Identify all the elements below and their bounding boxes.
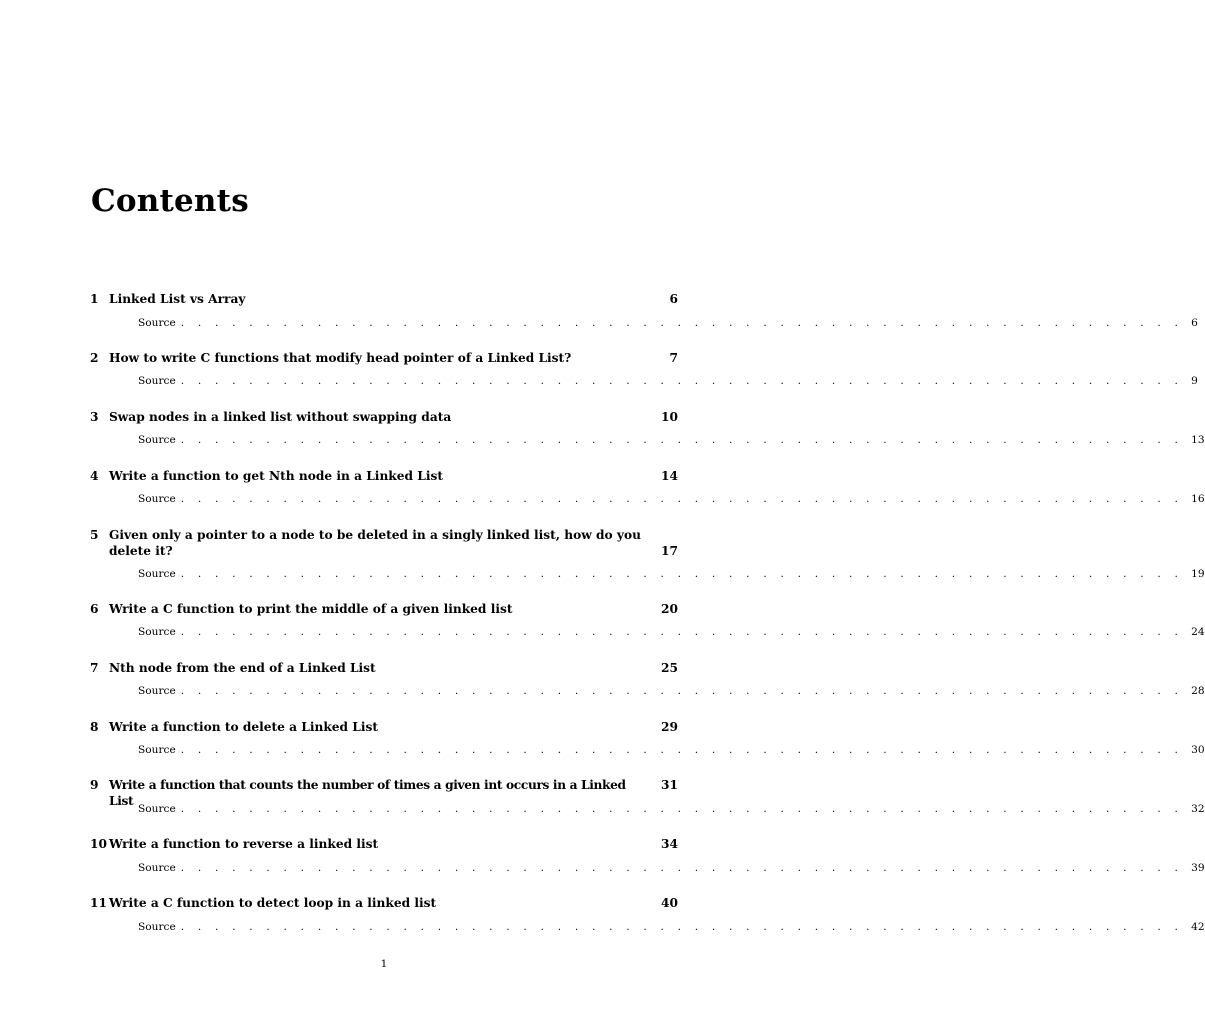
page-title: Contents — [91, 183, 249, 219]
chapter-title: Given only a pointer to a node to be deleted in a singly linked list, how do you delete it? — [109, 528, 641, 558]
source-label: Source — [138, 744, 176, 756]
dot-leader: . . . . . . . . . . . . . . . . . . . . . . . . . . . . . . . . . . . . . . . . . . . . . . . . . . . . . . . . . . . — [180, 493, 1184, 505]
source-label: Source — [138, 803, 176, 815]
toc-source-entry[interactable] — [138, 861, 1205, 875]
chapter-number: 6 — [90, 602, 99, 616]
chapter-title: Write a function to get Nth node in a Linked List — [109, 469, 443, 483]
chapter-title: How to write C functions that modify head pointer of a Linked List? — [109, 351, 572, 365]
chapter-title: Nth node from the end of a Linked List — [109, 661, 376, 675]
dot-leader: . . . . . . . . . . . . . . . . . . . . . . . . . . . . . . . . . . . . . . . . . . . . . . . . . . . . . . . . . . . — [180, 744, 1184, 756]
dot-leader: . . . . . . . . . . . . . . . . . . . . . . . . . . . . . . . . . . . . . . . . . . . . . . . . . . . . . . . . . . . — [180, 685, 1184, 697]
chapter-title: Write a function that counts the number of times a given int occurs in a Linked List — [109, 778, 626, 808]
toc-source-entry[interactable] — [138, 684, 1205, 698]
chapter-title: Swap nodes in a linked list without swapping data — [109, 410, 452, 424]
chapter-title: Write a function to delete a Linked List — [109, 720, 378, 734]
source-label: Source — [138, 685, 176, 697]
chapter-title: Write a C function to print the middle of a given linked list — [109, 602, 513, 616]
chapter-page-number: 34 — [661, 837, 678, 851]
dot-leader: . . . . . . . . . . . . . . . . . . . . . . . . . . . . . . . . . . . . . . . . . . . . . . . . . . . . . . . . . . . — [180, 626, 1184, 638]
chapter-number: 8 — [90, 720, 99, 734]
chapter-number: 1 — [90, 292, 99, 306]
source-page-number: 9 — [1191, 375, 1198, 387]
chapter-number: 3 — [90, 410, 99, 424]
source-page-number: 42 — [1191, 921, 1205, 933]
chapter-title: Write a function to reverse a linked list — [109, 837, 379, 851]
page-number-footer: 1 — [380, 958, 388, 970]
chapter-number: 4 — [90, 469, 99, 483]
source-label: Source — [138, 921, 176, 933]
chapter-page-number: 14 — [661, 469, 678, 483]
source-page-number: 24 — [1191, 626, 1205, 638]
source-page-number: 28 — [1191, 685, 1205, 697]
source-page-number: 30 — [1191, 744, 1205, 756]
dot-leader: . . . . . . . . . . . . . . . . . . . . . . . . . . . . . . . . . . . . . . . . . . . . . . . . . . . . . . . . . . . — [180, 434, 1184, 446]
chapter-page-number: 20 — [661, 602, 678, 616]
toc-source-entry[interactable] — [138, 374, 1198, 388]
source-page-number: 39 — [1191, 862, 1205, 874]
chapter-page-number: 25 — [661, 661, 678, 675]
source-label: Source — [138, 568, 176, 580]
chapter-page-number: 17 — [661, 544, 678, 558]
toc-source-entry[interactable] — [138, 625, 1205, 639]
chapter-number: 9 — [90, 778, 99, 792]
chapter-page-number: 31 — [661, 778, 678, 792]
chapter-title: Write a C function to detect loop in a linked list — [109, 896, 437, 910]
source-label: Source — [138, 375, 176, 387]
dot-leader: . . . . . . . . . . . . . . . . . . . . . . . . . . . . . . . . . . . . . . . . . . . . . . . . . . . . . . . . . . . — [180, 568, 1184, 580]
source-page-number: 16 — [1191, 493, 1205, 505]
toc-source-entry[interactable] — [138, 920, 1205, 934]
toc-source-entry[interactable] — [138, 492, 1205, 506]
toc-source-entry[interactable] — [138, 316, 1198, 330]
source-page-number: 19 — [1191, 568, 1205, 580]
chapter-number: 5 — [90, 528, 99, 542]
chapter-number: 2 — [90, 351, 99, 365]
source-label: Source — [138, 626, 176, 638]
chapter-page-number: 7 — [669, 351, 678, 365]
dot-leader: . . . . . . . . . . . . . . . . . . . . . . . . . . . . . . . . . . . . . . . . . . . . . . . . . . . . . . . . . . . — [180, 317, 1184, 329]
source-page-number: 6 — [1191, 317, 1198, 329]
chapter-page-number: 6 — [669, 292, 678, 306]
chapter-page-number: 29 — [661, 720, 678, 734]
source-label: Source — [138, 493, 176, 505]
chapter-number: 10 — [90, 837, 107, 851]
chapter-number: 7 — [90, 661, 99, 675]
chapter-number: 11 — [90, 896, 107, 910]
source-label: Source — [138, 434, 176, 446]
toc-source-entry[interactable] — [138, 802, 1205, 816]
toc-source-entry[interactable] — [138, 567, 1205, 581]
source-page-number: 13 — [1191, 434, 1205, 446]
chapter-title: Linked List vs Array — [109, 292, 246, 306]
dot-leader: . . . . . . . . . . . . . . . . . . . . . . . . . . . . . . . . . . . . . . . . . . . . . . . . . . . . . . . . . . . — [180, 921, 1184, 933]
source-label: Source — [138, 862, 176, 874]
dot-leader: . . . . . . . . . . . . . . . . . . . . . . . . . . . . . . . . . . . . . . . . . . . . . . . . . . . . . . . . . . . — [180, 375, 1184, 387]
dot-leader: . . . . . . . . . . . . . . . . . . . . . . . . . . . . . . . . . . . . . . . . . . . . . . . . . . . . . . . . . . . — [180, 803, 1184, 815]
toc-source-entry[interactable] — [138, 433, 1205, 447]
chapter-page-number: 10 — [661, 410, 678, 424]
source-label: Source — [138, 317, 176, 329]
dot-leader: . . . . . . . . . . . . . . . . . . . . . . . . . . . . . . . . . . . . . . . . . . . . . . . . . . . . . . . . . . . — [180, 862, 1184, 874]
chapter-page-number: 40 — [661, 896, 678, 910]
source-page-number: 32 — [1191, 803, 1205, 815]
toc-source-entry[interactable] — [138, 743, 1205, 757]
